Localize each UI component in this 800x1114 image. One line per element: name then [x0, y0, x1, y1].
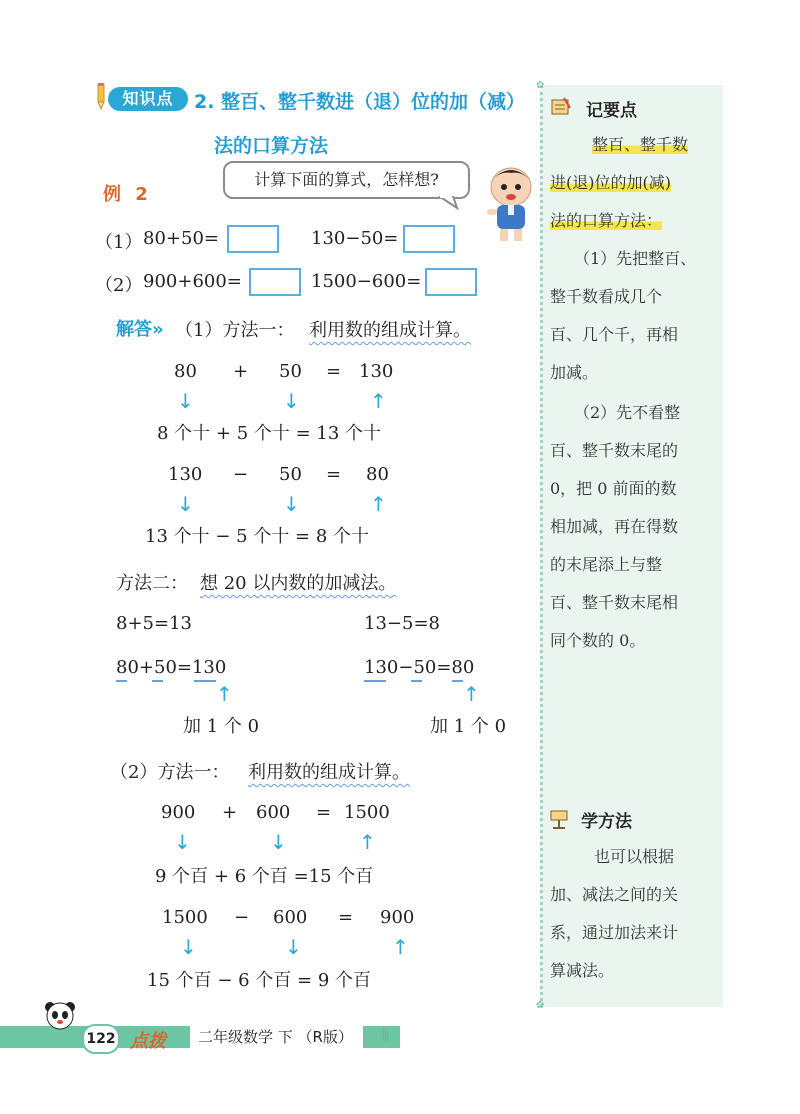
- part2-method1-text: 利用数的组成计算。: [248, 762, 410, 783]
- speech-bubble-tail: [439, 195, 459, 214]
- question-1a: 80+50=: [143, 228, 219, 249]
- answer-box-1a[interactable]: [227, 225, 279, 253]
- eq1-result: 130: [359, 361, 394, 382]
- m2-right-scaled: 130−50=80: [364, 657, 475, 678]
- eq2-term-a: 130: [168, 464, 203, 485]
- digit-underline: [452, 680, 463, 682]
- notes-p2-line: 的末尾添上与整: [550, 555, 663, 574]
- question-1-number: （1）: [95, 232, 143, 253]
- eq1-equals: =: [326, 361, 342, 382]
- example-label: 例 2: [103, 184, 152, 205]
- arrow-up-icon: ↑: [216, 682, 233, 706]
- vine-decoration-icon: ✿: [536, 1000, 545, 1011]
- notes-p1-line: 百、几个千，再相: [550, 325, 679, 344]
- part1-method1-prefix: （1）方法一：: [175, 320, 295, 341]
- method-line: 系，通过加法来计: [550, 923, 679, 942]
- method2-prefix: 方法二：: [116, 573, 188, 594]
- eq4-operator: −: [234, 907, 250, 928]
- eq1-operator: +: [233, 361, 249, 382]
- arrow-up-icon: ↑: [392, 935, 409, 959]
- m2-left-basic: 8+5=13: [116, 613, 192, 634]
- digit-underline: [152, 680, 163, 682]
- method-line: 算减法。: [550, 961, 615, 980]
- arrow-up-icon: ↑: [463, 682, 480, 706]
- part2-method1-prefix: （2）方法一：: [110, 762, 230, 783]
- bamboo-icon: ⫴: [382, 1026, 389, 1045]
- eq3-term-a: 900: [161, 802, 196, 823]
- pencil-icon: [94, 82, 108, 110]
- arrow-up-icon: ↑: [370, 389, 387, 413]
- eq2-result: 80: [366, 464, 389, 485]
- arrow-down-icon: ↓: [283, 492, 300, 516]
- notes-p1-line: 加减。: [550, 363, 599, 382]
- method-line: 也可以根据: [594, 847, 675, 866]
- notes-p1-line: （1）先把整百、: [574, 249, 697, 268]
- book-title: 二年级数学 下 （R版）: [190, 1026, 363, 1048]
- eq4-term-a: 1500: [162, 907, 208, 928]
- section-title-line2: 法的口算方法: [214, 135, 329, 157]
- method-line: 加、减法之间的关: [550, 885, 679, 904]
- question-2a: 900+600=: [143, 271, 242, 292]
- notes-key-line1: 整百、整千数: [592, 135, 689, 154]
- arrow-up-icon: ↑: [359, 830, 376, 854]
- arrow-down-icon: ↓: [177, 389, 194, 413]
- eq3-term-b: 600: [256, 802, 291, 823]
- digit-underline: [364, 680, 386, 682]
- page-number: 122: [82, 1024, 120, 1054]
- method2-text: 想 20 以内数的加减法。: [200, 573, 397, 594]
- eq2-term-b: 50: [279, 464, 302, 485]
- notes-p2-line: 百、整千数末尾的: [550, 441, 679, 460]
- arrow-down-icon: ↓: [180, 935, 197, 959]
- vine-decoration-icon: ✿: [536, 80, 545, 91]
- eq3-operator: +: [222, 802, 238, 823]
- eq1-decomposition: 8 个十 + 5 个十 = 13 个十: [157, 423, 382, 444]
- arrow-down-icon: ↓: [270, 830, 287, 854]
- eq1-term-a: 80: [174, 361, 197, 382]
- notes-p2-line: 同个数的 0。: [550, 631, 646, 650]
- notes-key-line3: 法的口算方法：: [550, 211, 663, 230]
- eq3-equals: =: [316, 802, 332, 823]
- notes-key-line2: 进(退)位的加(减): [550, 173, 671, 192]
- digit-underline: [411, 680, 422, 682]
- answer-label: 解答»: [116, 319, 164, 340]
- notes-p2-line: 相加减，再在得数: [550, 517, 679, 536]
- eq4-decomposition: 15 个百 − 6 个百 = 9 个百: [147, 970, 372, 991]
- cartoon-boy-illustration: [481, 165, 541, 249]
- brand-logo: 点拨: [130, 1031, 166, 1052]
- eq2-operator: −: [233, 464, 249, 485]
- answer-box-2b[interactable]: [425, 268, 477, 296]
- question-2-number: （2）: [95, 275, 143, 296]
- arrow-down-icon: ↓: [285, 935, 302, 959]
- notes-p1-line: 整千数看成几个: [550, 287, 663, 306]
- method-title: 学方法: [581, 812, 632, 832]
- notes-title: 记要点: [586, 101, 637, 121]
- eq1-term-b: 50: [279, 361, 302, 382]
- notebook-icon: [550, 96, 572, 120]
- section-title-line1: 2. 整百、整千数进（退）位的加（减）: [194, 91, 526, 113]
- eq3-decomposition: 9 个百 + 6 个百 =15 个百: [155, 866, 374, 887]
- answer-box-1b[interactable]: [403, 225, 455, 253]
- digit-underline: [116, 680, 127, 682]
- m2-left-scaled: 80+50=130: [116, 657, 227, 678]
- eq3-result: 1500: [344, 802, 390, 823]
- speech-bubble: 计算下面的算式，怎样想?: [223, 161, 470, 199]
- part1-method1-text: 利用数的组成计算。: [309, 320, 471, 341]
- digit-underline: [194, 680, 216, 682]
- eq4-result: 900: [380, 907, 415, 928]
- m2-right-basic: 13−5=8: [364, 613, 440, 634]
- eq2-decomposition: 13 个十 − 5 个十 = 8 个十: [145, 526, 370, 547]
- arrow-down-icon: ↓: [177, 492, 194, 516]
- eq4-term-b: 600: [273, 907, 308, 928]
- question-1b: 130−50=: [311, 228, 399, 249]
- panda-mascot-icon: [42, 1000, 78, 1038]
- notes-p2-line: 0，把 0 前面的数: [550, 479, 677, 498]
- eq2-equals: =: [326, 464, 342, 485]
- arrow-up-icon: ↑: [370, 492, 387, 516]
- eq4-equals: =: [338, 907, 354, 928]
- answer-box-2a[interactable]: [249, 268, 301, 296]
- notes-p2-line: 百、整千数末尾相: [550, 593, 679, 612]
- add-zero-left: 加 1 个 0: [183, 716, 260, 737]
- arrow-down-icon: ↓: [174, 830, 191, 854]
- notes-p2-line: （2）先不看整: [574, 403, 681, 422]
- question-2b: 1500−600=: [311, 271, 422, 292]
- add-zero-right: 加 1 个 0: [430, 716, 507, 737]
- lectern-icon: [548, 808, 570, 834]
- arrow-down-icon: ↓: [283, 389, 300, 413]
- knowledge-badge: 知识点: [108, 87, 188, 111]
